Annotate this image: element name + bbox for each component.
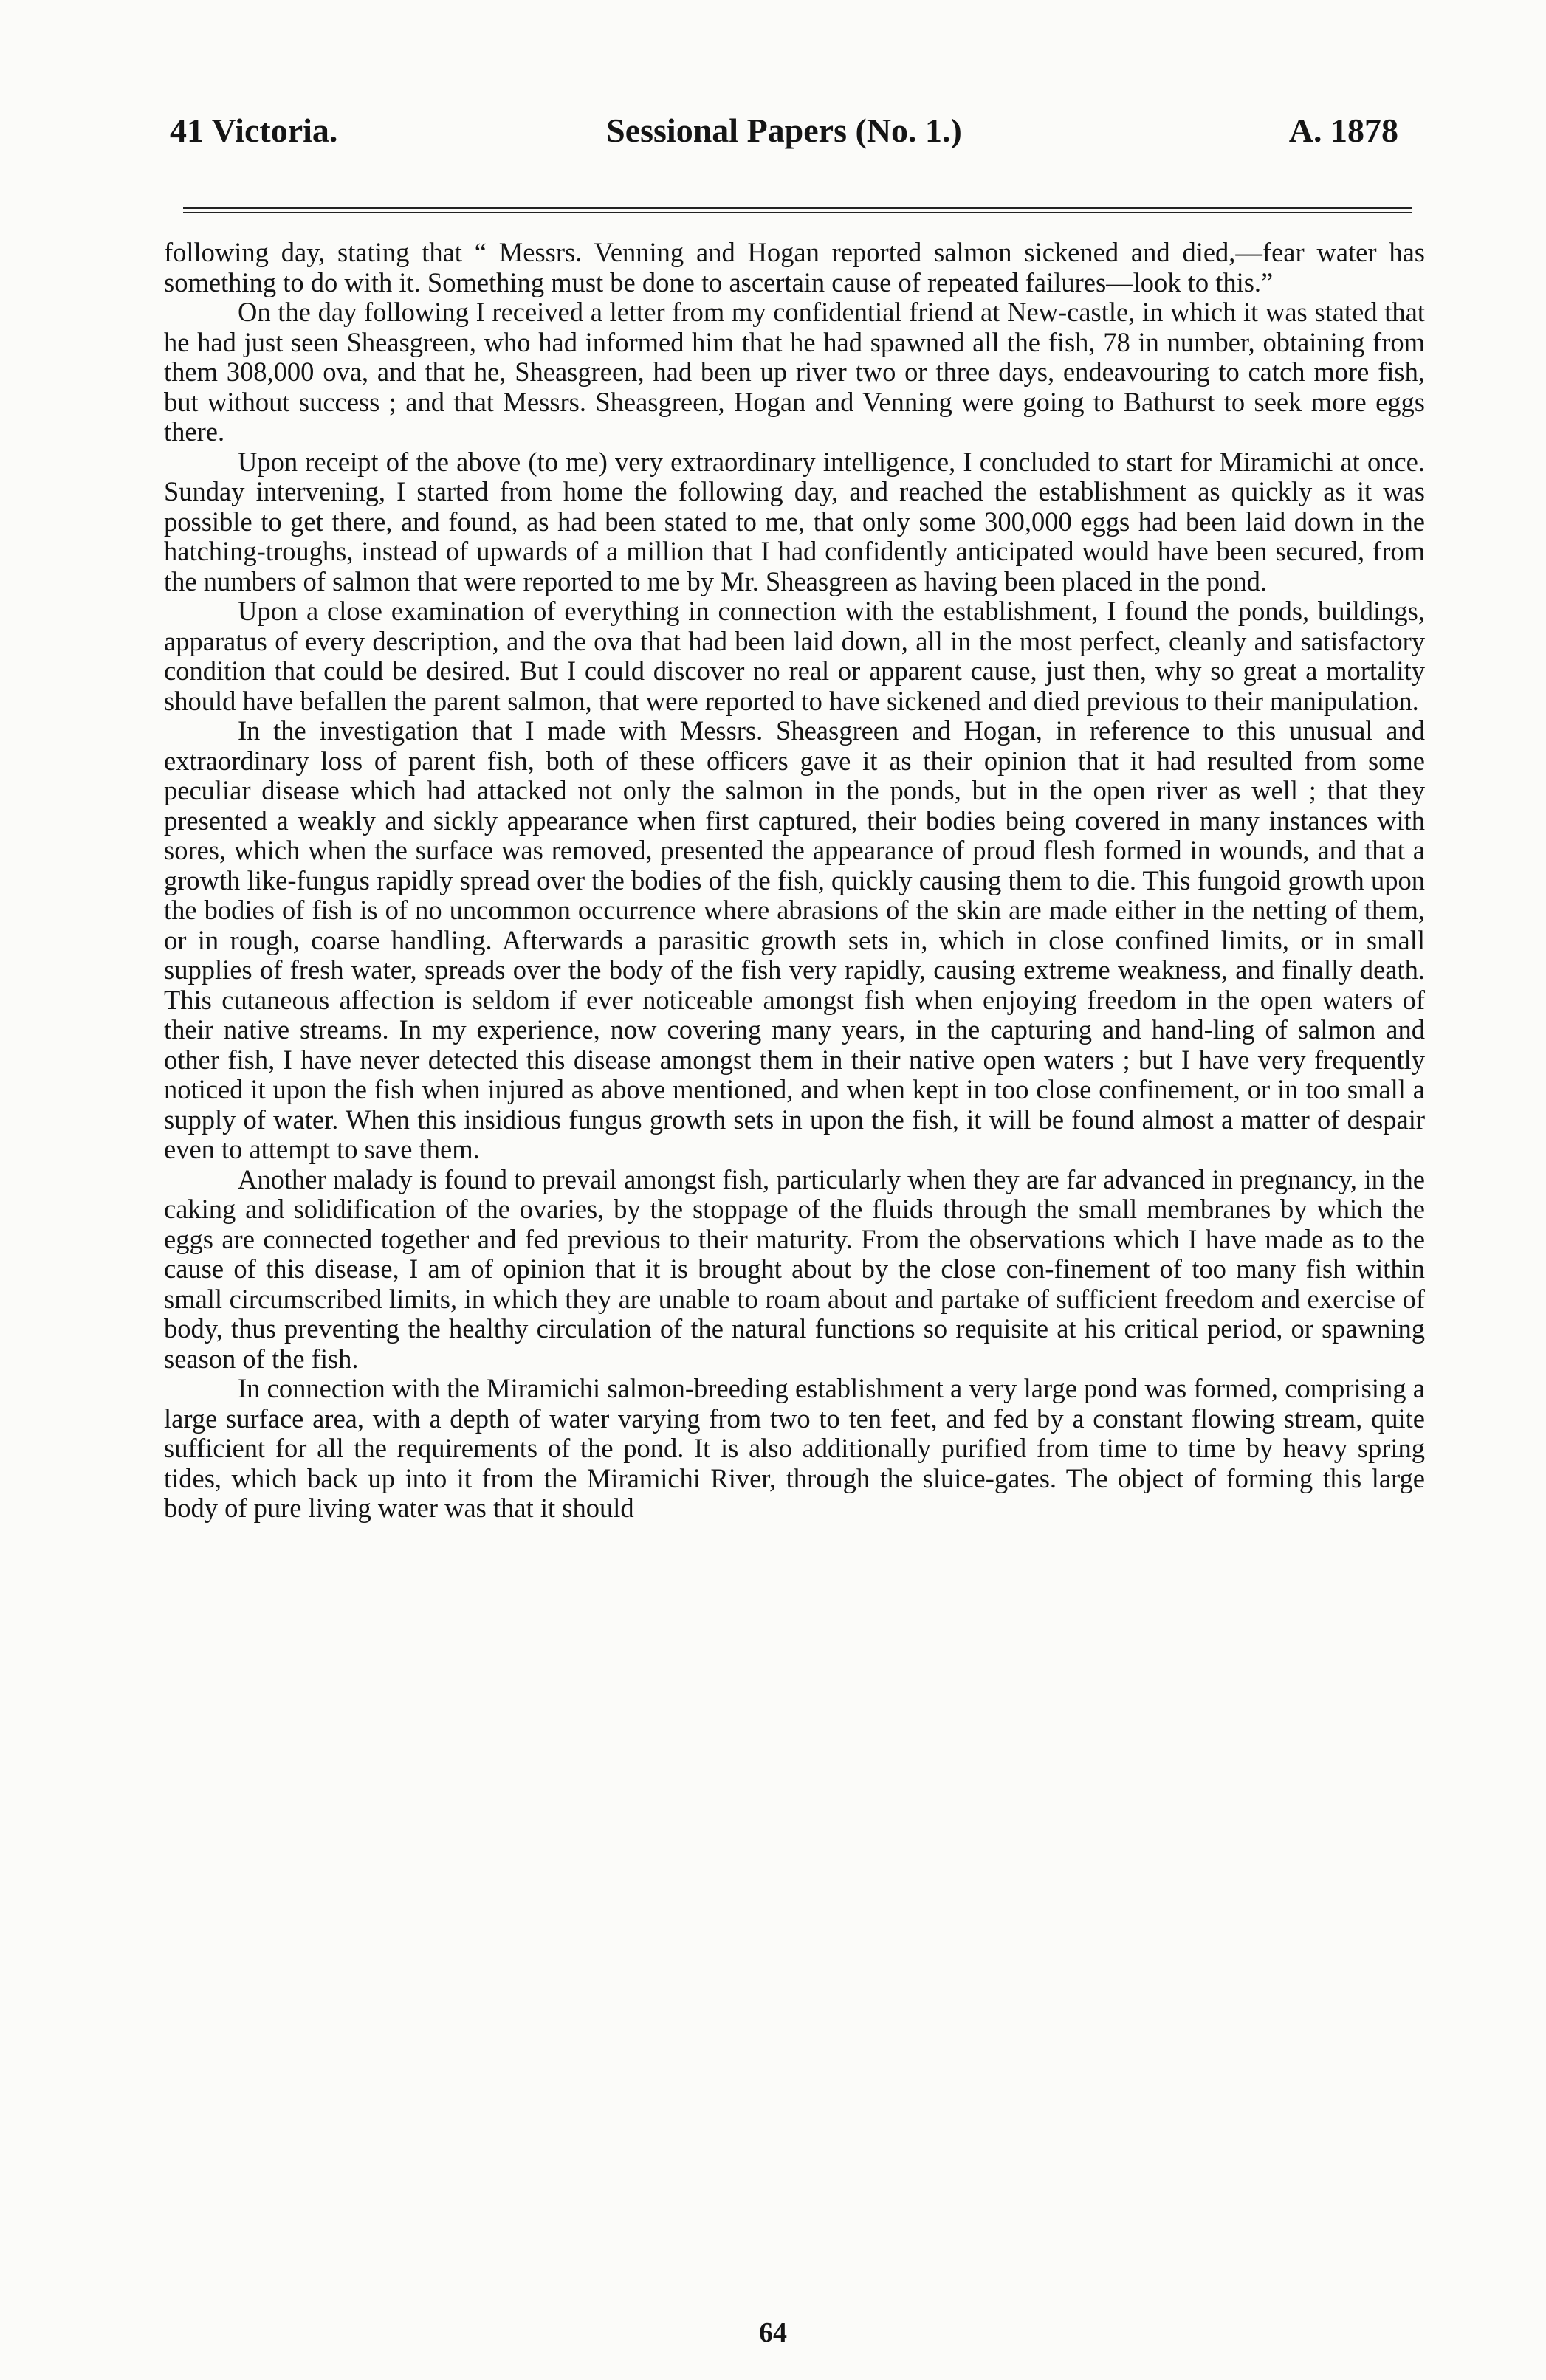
paragraph-5: In the investigation that I made with Messrs. Sheasgreen and Hogan, in reference to this unusual and extraordinary loss of parent fish, both of these officers gave it as their opinion that it had resulted from some peculiar disease which had attacked not only the salmon in the ponds, but in the open river as well ; that they presented a weakly and sickly appearance when first captured, their bodies being covered in many instances with sores, which when the surface was removed, presented the appearance of proud flesh formed in wounds, and that a growth like-fungus rapidly spread over the bodies of the fish, quickly causing them to die. This fungoid growth upon the bodies of fish is of no uncommon occurrence where abrasions of the skin are made either in the netting of them, or in rough, coarse handling. Afterwards a parasitic growth sets in, which in close confined limits, or in small supplies of fresh water, spreads over the body of the fish very rapidly, causing extreme weakness, and finally death. This cutaneous affection is seldom if ever noticeable amongst fish when enjoying freedom in the open waters of their native streams. In my experience, now covering many years, in the capturing and hand-ling of salmon and other fish, I have never detected this disease amongst them in their native open waters ; but I have very frequently noticed it upon the fish when injured as above mentioned, and when kept in too close confinement, or in too small a supply of water. When this insidious fungus growth sets in upon the fish, it will be found almost a matter of despair even to attempt to save them.: [164, 715, 1425, 1164]
page-number: 64: [759, 2317, 787, 2348]
header-year: A. 1878: [1288, 111, 1398, 149]
paragraph-6: Another malady is found to prevail amongst fish, particularly when they are far advanced in pregnancy, in the caking and solidification of the ovaries, by the stoppage of the fluids through the small membranes by which the eggs are connected together and fed previous to their maturity. From the observations which I have made as to the cause of this disease, I am of opinion that it is brought about by the close con-finement of too many fish within small circumscribed limits, in which they are unable to roam about and partake of sufficient freedom and exercise of body, thus preventing the healthy circulation of the natural functions so requisite at his critical period, or spawning season of the fish.: [164, 1163, 1425, 1374]
paragraph-4: Upon a close examination of everything in connection with the establishment, I found the ponds, buildings, apparatus of every description, and the ova that had been laid down, all in the most perfect, cleanly and satisfactory condition that could be desired. But I could discover no real or apparent cause, just then, why so great a mortality should have befallen the parent salmon, that were reported to have sickened and died previous to their manipulation.: [164, 596, 1425, 716]
paragraph-7: In connection with the Miramichi salmon-breeding establishment a very large pond was formed, comprising a large surface area, with a depth of water varying from two to ten feet, and fed by a constant flowing stream, quite sufficient for all the requirements of the pond. It is also additionally purified from time to time by heavy spring tides, which back up into it from the Miramichi River, through the sluice-gates. The object of forming this large body of pure living water was that it should: [164, 1373, 1425, 1523]
header-volume: 41 Victoria.: [170, 111, 338, 149]
running-header: [170, 111, 1398, 170]
paragraph-3: Upon receipt of the above (to me) very extraordinary intelligence, I concluded to start for Miramichi at once. Sunday intervening, I started from home the following day, and reached the establishment as quickly as it was possible to get there, and found, as had been stated to me, that only some 300,000 eggs had been laid down in the hatching-troughs, instead of upwards of a million that I had confidently anticipated would have been secured, from the numbers of salmon that were reported to me by Mr. Sheasgreen as having been placed in the pond.: [164, 446, 1425, 596]
header-title: Sessional Papers (No. 1.): [606, 111, 962, 149]
header-rule-thin: [183, 212, 1412, 213]
paragraph-2: On the day following I received a letter from my confidential friend at New-castle, in which it was stated that he had just seen Sheasgreen, who had informed him that he had spawned all the fish, 78 in number, obtaining from them 308,000 ova, and that he, Sheasgreen, had been up river two or three days, endeavouring to catch more fish, but without success ; and that Messrs. Sheasgreen, Hogan and Venning were going to Bathurst to seek more eggs there.: [164, 297, 1425, 447]
paragraph-1: following day, stating that “ Messrs. Venning and Hogan reported salmon sickened and died,—fear water has something to do with it. Something must be done to ascertain cause of repeated failures—look to this.”: [164, 237, 1425, 298]
header-rule-thick: [183, 207, 1412, 209]
body-text: [164, 238, 1425, 1524]
